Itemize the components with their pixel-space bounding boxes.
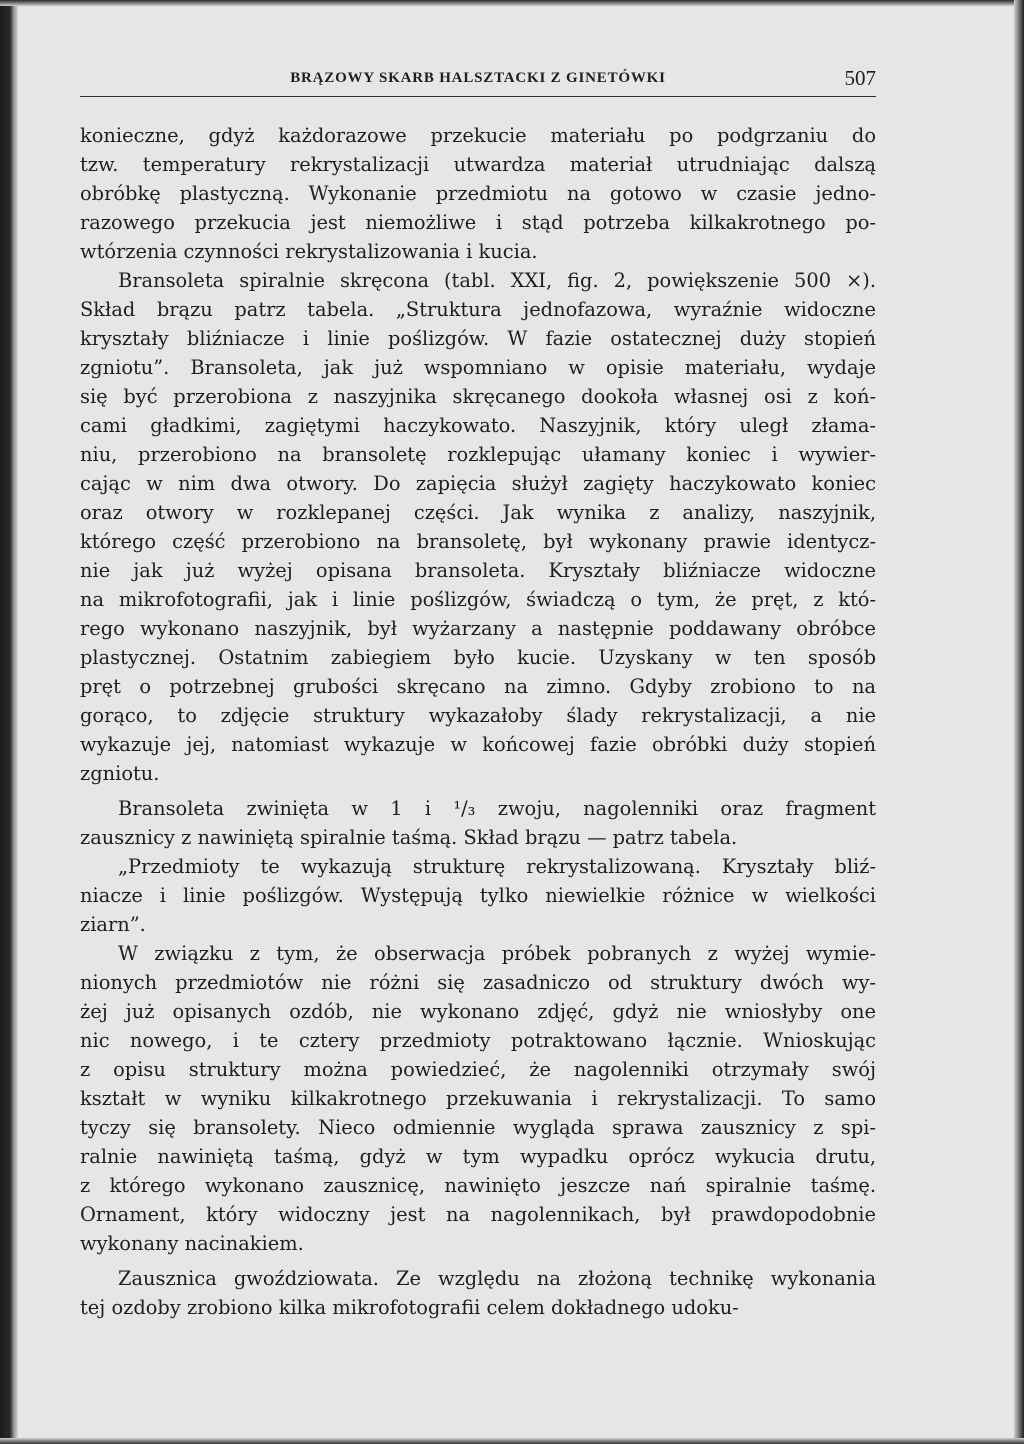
text-line: obróbkę plastyczną. Wykonanie przedmiotu na gotowo w czasie jedno- bbox=[80, 182, 876, 205]
text-line: Bransoleta spiralnie skręcona (tabl. XXI, fig. 2, powiększenie 500 ×). bbox=[118, 269, 876, 292]
text-line: zgniotu. bbox=[80, 762, 160, 785]
text-line: wykonany nacinakiem. bbox=[80, 1232, 304, 1255]
text-line: na mikrofotografii, jak i linie poślizgów, świadczą o tym, że pręt, z któ- bbox=[80, 588, 876, 611]
scan-edge-bottom bbox=[0, 1438, 1024, 1444]
scan-edge-top bbox=[0, 0, 1024, 6]
text-line: nic nowego, i te cztery przedmioty potraktowano łącznie. Wnioskując bbox=[80, 1029, 876, 1052]
text-line: kształt w wyniku kilkakrotnego przekuwania i rekrystalizacji. To samo bbox=[80, 1087, 876, 1110]
text-line: niacze i linie poślizgów. Występują tylko niewielkie różnice w wielkości bbox=[80, 884, 876, 907]
text-line: oraz otwory w rozklepanej części. Jak wynika z analizy, naszyjnik, bbox=[80, 501, 876, 524]
paragraph bbox=[80, 266, 876, 788]
text-line: z którego wykonano zausznicę, nawinięto jeszcze nań spiralnie taśmę. bbox=[80, 1174, 876, 1197]
text-line: niu, przerobiono na bransoletę rozklepując ułamany koniec i wywier- bbox=[80, 443, 876, 466]
paragraph bbox=[80, 852, 876, 939]
text-line: Bransoleta zwinięta w 1 i ¹/₃ zwoju, nagolenniki oraz fragment bbox=[118, 797, 876, 820]
text-line: kryształy bliźniacze i linie poślizgów. W fazie ostatecznej duży stopień bbox=[80, 327, 876, 350]
text-line: cając w nim dwa otwory. Do zapięcia służył zagięty haczykowato koniec bbox=[80, 472, 876, 495]
text-line: nie jak już wyżej opisana bransoleta. Kryształy bliźniacze widoczne bbox=[80, 559, 876, 582]
paragraph bbox=[80, 121, 876, 266]
text-line: którego część przerobiono na bransoletę, był wykonany prawie identycz- bbox=[80, 530, 876, 553]
scan-edge-left bbox=[0, 0, 18, 1444]
text-line: ziarn”. bbox=[80, 913, 146, 936]
text-line: żej już opisanych ozdób, nie wykonano zdjęć, gdyż nie wniosłyby one bbox=[80, 1000, 876, 1023]
text-line: gorąco, to zdjęcie struktury wykazałoby ślady rekrystalizacji, a nie bbox=[80, 704, 876, 727]
text-line: Zausznica gwoździowata. Ze względu na złożoną technikę wykonania bbox=[118, 1267, 876, 1290]
running-title: BRĄZOWY SKARB HALSZTACKI Z GINETÓWKI bbox=[290, 70, 666, 86]
text-line: razowego przekucia jest niemożliwe i stąd potrzeba kilkakrotnego po- bbox=[80, 211, 876, 234]
text-line: Skład brązu patrz tabela. „Struktura jednofazowa, wyraźnie widoczne bbox=[80, 298, 876, 321]
text-line: z opisu struktury można powiedzieć, że nagolenniki otrzymały swój bbox=[80, 1058, 876, 1081]
text-line: tzw. temperatury rekrystalizacji utwardza materiał utrudniając dalszą bbox=[80, 153, 876, 176]
paragraph bbox=[80, 1264, 876, 1322]
text-line: W związku z tym, że obserwacja próbek pobranych z wyżej wymie- bbox=[118, 942, 876, 965]
text-line: rego wykonano naszyjnik, był wyżarzany a następnie poddawany obróbce bbox=[80, 617, 876, 640]
text-line: tyczy się bransolety. Nieco odmiennie wygląda sprawa zausznicy z spi- bbox=[80, 1116, 876, 1139]
body-text bbox=[80, 121, 876, 1322]
text-line: wykazuje jej, natomiast wykazuje w końcowej fazie obróbki duży stopień bbox=[80, 733, 876, 756]
text-line: zausznicy z nawiniętą spiralnie taśmą. Skład brązu — patrz tabela. bbox=[80, 826, 738, 849]
text-line: tej ozdoby zrobiono kilka mikrofotografii celem dokładnego udoku- bbox=[80, 1296, 739, 1319]
text-line: konieczne, gdyż każdorazowe przekucie materiału po podgrzaniu do bbox=[80, 124, 876, 147]
text-line: zgniotu”. Bransoleta, jak już wspomniano w opisie materiału, wydaje bbox=[80, 356, 876, 379]
text-line: nionych przedmiotów nie różni się zasadniczo od struktury dwóch wy- bbox=[80, 971, 876, 994]
text-line: „Przedmioty te wykazują strukturę rekrystalizowaną. Kryształy bliź- bbox=[118, 855, 876, 878]
text-line: Ornament, który widoczny jest na nagolennikach, był prawdopodobnie bbox=[80, 1203, 876, 1226]
text-line: wtórzenia czynności rekrystalizowania i kucia. bbox=[80, 240, 538, 263]
text-line: się być przerobiona z naszyjnika skręcanego dookoła własnej osi z koń- bbox=[80, 385, 876, 408]
running-head bbox=[80, 66, 876, 97]
text-line: pręt o potrzebnej grubości skręcano na zimno. Gdyby zrobiono to na bbox=[80, 675, 876, 698]
text-line: ralnie nawiniętą taśmą, gdyż w tym wypadku oprócz wykucia drutu, bbox=[80, 1145, 876, 1168]
scan-edge-right bbox=[1014, 0, 1024, 1444]
text-line: plastycznej. Ostatnim zabiegiem było kucie. Uzyskany w ten sposób bbox=[80, 646, 876, 669]
page-number: 507 bbox=[844, 66, 876, 90]
text-line: cami gładkimi, zagiętymi haczykowato. Naszyjnik, który uległ złama- bbox=[80, 414, 876, 437]
paragraph bbox=[80, 794, 876, 852]
paragraph bbox=[80, 939, 876, 1258]
